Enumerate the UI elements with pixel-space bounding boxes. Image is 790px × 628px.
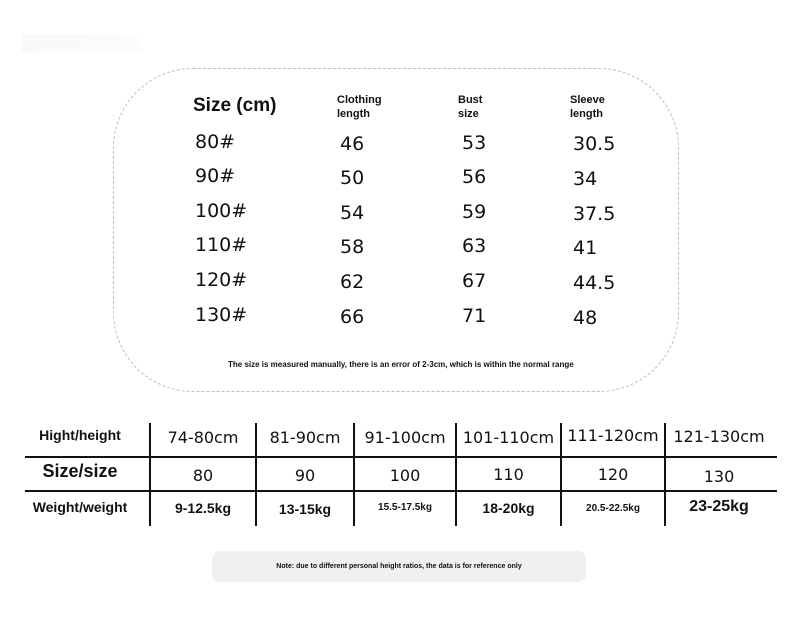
row-sleeve: 37.5 xyxy=(573,203,616,225)
row-bust: 53 xyxy=(462,132,487,154)
row-sleeve: 30.5 xyxy=(573,133,616,155)
size-value: 130 xyxy=(703,467,735,486)
bust-size-header xyxy=(458,93,482,121)
size-value: 110 xyxy=(493,465,524,484)
weight-value: 13-15kg xyxy=(278,501,332,517)
size-label: Size/size xyxy=(42,461,118,481)
clothing-length-header-line1: Clothing xyxy=(337,94,382,106)
measurement-note: The size is measured manually, there is an error of 2-3cm, which is within the normal range xyxy=(228,360,574,369)
weight-label: Weight/weight xyxy=(32,499,128,515)
row-bust: 67 xyxy=(462,270,487,292)
height-value: 121-130cm xyxy=(673,427,765,446)
row-clothing: 66 xyxy=(340,306,365,328)
height-value: 111-120cm xyxy=(567,426,659,445)
height-value: 81-90cm xyxy=(269,428,341,447)
row-bust: 63 xyxy=(462,235,487,257)
row-sleeve: 44.5 xyxy=(573,272,616,294)
sleeve-length-header xyxy=(570,93,605,121)
size-value: 80 xyxy=(192,466,214,485)
row-sleeve: 34 xyxy=(573,168,598,190)
row-clothing: 50 xyxy=(340,167,365,189)
sleeve-header-line1: Sleeve xyxy=(570,94,605,106)
weight-value: 20.5-22.5kg xyxy=(586,503,640,514)
clothing-length-header-line2: length xyxy=(337,108,370,120)
bust-header-line1: Bust xyxy=(458,94,483,106)
size-value: 90 xyxy=(294,466,316,485)
bust-header-line2: size xyxy=(458,108,479,120)
size-header: Size (cm) xyxy=(193,95,277,116)
row-clothing: 58 xyxy=(340,236,365,258)
row-bust: 59 xyxy=(462,201,487,223)
row-size: 120# xyxy=(195,269,248,291)
row-size: 90# xyxy=(195,165,236,187)
height-label: Hight/height xyxy=(39,427,121,443)
row-size: 80# xyxy=(195,131,236,153)
footer-note: Note: due to different personal height ratios, the data is for reference only xyxy=(276,563,522,570)
height-value: 91-100cm xyxy=(364,428,446,447)
size-value: 120 xyxy=(597,465,629,484)
row-size: 130# xyxy=(195,304,248,326)
row-size: 110# xyxy=(195,234,248,256)
row-clothing: 54 xyxy=(340,202,365,224)
size-value: 100 xyxy=(389,466,421,485)
height-value: 74-80cm xyxy=(167,428,239,447)
weight-value: 23-25kg xyxy=(689,498,749,515)
sleeve-header-line2: length xyxy=(570,108,603,120)
row-clothing: 46 xyxy=(340,133,365,155)
weight-value: 9-12.5kg xyxy=(174,500,232,516)
height-value: 101-110cm xyxy=(462,428,555,447)
clothing-length-header xyxy=(337,93,382,121)
row-clothing: 62 xyxy=(340,271,365,293)
row-sleeve: 48 xyxy=(573,307,598,329)
weight-value: 18-20kg xyxy=(482,500,535,516)
row-bust: 71 xyxy=(462,305,487,327)
row-bust: 56 xyxy=(462,166,487,188)
row-sleeve: 41 xyxy=(573,237,598,259)
faded-watermark xyxy=(22,34,142,52)
row-size: 100# xyxy=(195,200,248,222)
weight-value: 15.5-17.5kg xyxy=(378,502,432,513)
